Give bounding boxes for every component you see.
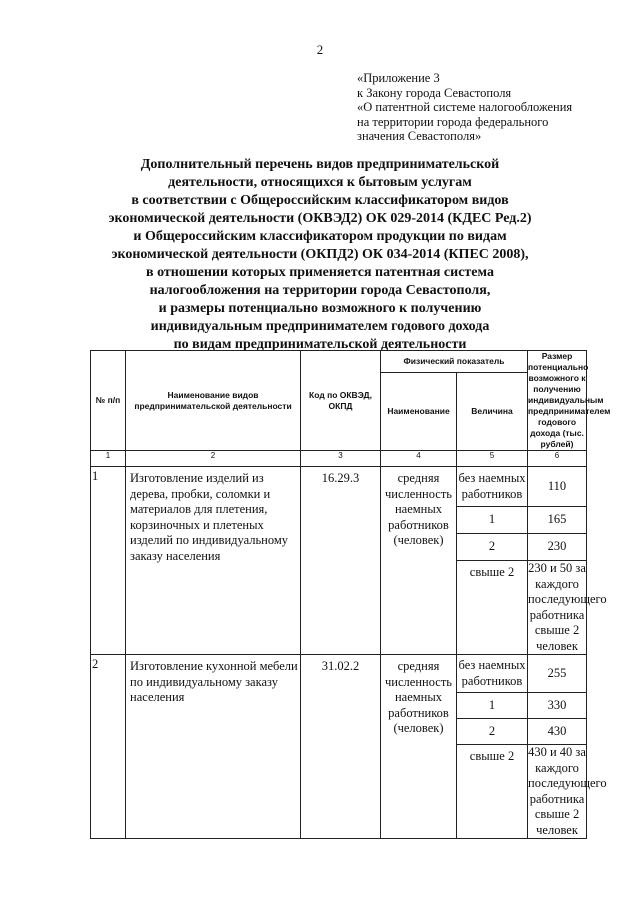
title-line: экономической деятельности (ОКВЭД2) ОК 029-2014 (КДЕС Ред.2) (108, 211, 532, 226)
header-physical: Физический показатель (381, 351, 528, 373)
title-line: индивидуальным предпринимателем годового дохода (150, 319, 490, 334)
physical-value: 2 (457, 719, 528, 745)
title-line: по видам предпринимательской деятельности (173, 337, 467, 352)
income-amount: 230 и 50 за каждого последующего работника свыше 2 человек (528, 561, 607, 653)
header-code: Код по ОКВЭД, ОКПД (301, 351, 381, 451)
physical-value: свыше 2 (457, 561, 528, 655)
column-number: 2 (126, 451, 301, 467)
header-phys-value: Величина (457, 373, 528, 451)
column-number: 5 (457, 451, 528, 467)
physical-value: без наемных работников (457, 655, 528, 693)
income-amount: 110 (528, 467, 587, 507)
title-line: деятельности, относящихся к бытовым услугам (168, 175, 472, 190)
appendix-reference (357, 71, 572, 144)
title-line: и Общероссийским классификатором продукции по видам (133, 229, 507, 244)
activity-code: 31.02.2 (301, 655, 381, 839)
header-phys-name: Наименование (381, 373, 457, 451)
physical-value: 2 (457, 534, 528, 561)
income-amount: 430 и 40 за каждого последующего работника свыше 2 человек (528, 745, 607, 837)
row-number: 2 (91, 655, 126, 839)
income-amount: 255 (528, 655, 587, 693)
activities-table (90, 350, 611, 839)
physical-value: без наемных работников (457, 467, 528, 507)
column-number: 6 (528, 451, 587, 467)
page-number: 2 (316, 42, 324, 57)
activity-name: Изготовление кухонной мебели по индивидуальному заказу населения (126, 655, 301, 839)
appendix-line: к Закону города Севастополя (357, 85, 512, 100)
header-activity: Наименование видов предпринимательской деятельности (126, 351, 301, 451)
title-line: и размеры потенциально возможного к получению (158, 301, 482, 316)
title-line: в соответствии с Общероссийским классификатором видов (131, 193, 509, 208)
income-amount: 230 (528, 534, 587, 561)
activity-name: Изготовление изделий из дерева, пробки, соломки и материалов для плетения, корзиночных и плетеных изделий по индивидуальному заказу населения (126, 467, 301, 655)
document-title (60, 156, 580, 354)
row-number: 1 (91, 467, 126, 655)
column-number: 1 (91, 451, 126, 467)
header-no: № п/п (91, 351, 126, 451)
income-amount: 330 (528, 693, 587, 719)
title-line: в отношении которых применяется патентная система (146, 265, 494, 280)
title-line: экономической деятельности (ОКПД2) ОК 034-2014 (КПЕС 2008), (111, 247, 529, 262)
column-number: 3 (301, 451, 381, 467)
physical-value: 1 (457, 693, 528, 719)
column-number: 4 (381, 451, 457, 467)
appendix-line: значения Севастополя» (357, 129, 482, 143)
appendix-line: на территории города федерального (357, 114, 549, 129)
income-amount: 430 (528, 719, 587, 745)
appendix-line: «Приложение 3 (357, 71, 440, 85)
title-line: налогообложения на территории города Севастополя, (149, 283, 491, 298)
physical-indicator-name: средняя численность наемных работников (человек) (381, 655, 457, 839)
income-amount: 165 (528, 507, 587, 534)
title-line: Дополнительный перечень видов предпринимательской (140, 157, 500, 172)
physical-value: 1 (457, 507, 528, 534)
activity-code: 16.29.3 (301, 467, 381, 655)
header-income: Размер потенциально возможного к получению индивидуальным предпринимателем годового дохода (тыс. рублей) (528, 351, 611, 449)
physical-value: свыше 2 (457, 745, 528, 839)
physical-indicator-name: средняя численность наемных работников (человек) (381, 467, 457, 655)
appendix-line: «О патентной системе налогообложения (357, 100, 573, 114)
